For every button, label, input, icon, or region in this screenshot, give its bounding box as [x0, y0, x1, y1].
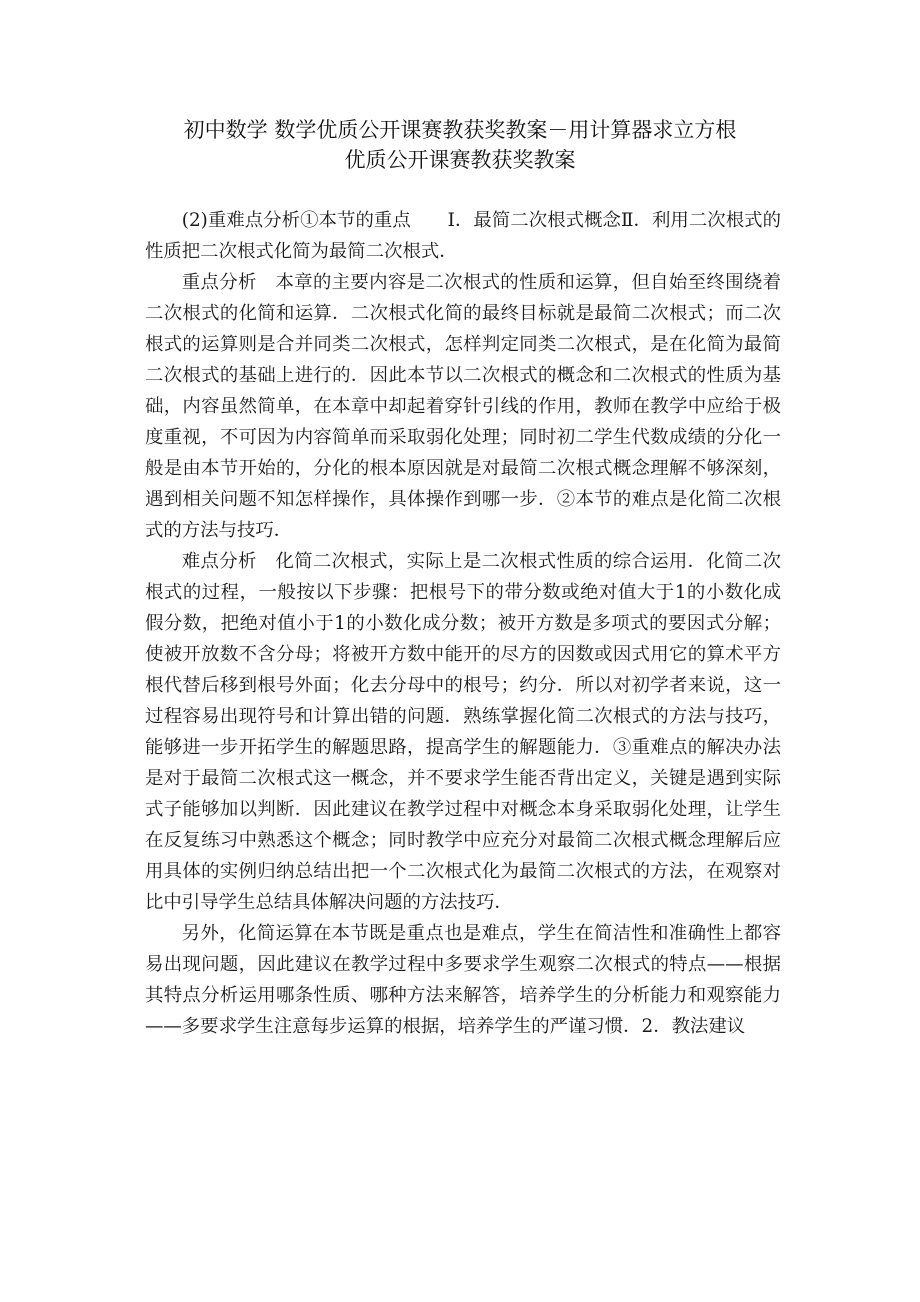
paragraph-key-points: (2)重难点分析①本节的重点 Ⅰ．最简二次根式概念Ⅱ．利用二次根式的性质把二次根式化简为最简二次根式． — [145, 210, 781, 262]
document-title-line-1: 初中数学 数学优质公开课赛教获奖教案－用计算器求立方根 — [183, 118, 737, 142]
document-title-line-2: 优质公开课赛教获奖教案 — [344, 148, 576, 172]
paragraph-key-analysis: 重点分析 本章的主要内容是二次根式的性质和运算，但自始至终围绕着二次根式的化简和运算．二次根式化简的最终目标就是最简二次根式；而二次根式的运算则是合并同类二次根式，怎样判定同类二次根式，是在化简为最简二次根式的基础上进行的．因此本节以二次根式的概念和二次根式的性质为基础，内容虽然简单，在本章中却起着穿针引线的作用，教师在教学中应给于极度重视，不可因为内容简单而采取弱化处理；同时初二学生代数成绩的分化一般是由本节开始的，分化的根本原因就是对最简二次根式概念理解不够深刻，遇到相关问题不知怎样操作，具体操作到哪一步．②本节的难点是化简二次根式的方法与技巧． — [145, 272, 781, 541]
document-body — [145, 205, 781, 1042]
paragraph-additional-notes: 另外，化简运算在本节既是重点也是难点，学生在简洁性和准确性上都容易出现问题，因此建议在教学过程中多要求学生观察二次根式的特点——根据其特点分析运用哪条性质、哪种方法来解答，培养学生的分析能力和观察能力——多要求学生注意每步运算的根据，培养学生的严谨习惯．2．教法建议 — [145, 923, 781, 1037]
paragraph-difficulty-analysis: 难点分析 化简二次根式，实际上是二次根式性质的综合运用．化简二次根式的过程，一般按以下步骤：把根号下的带分数或绝对值大于1的小数化成假分数，把绝对值小于1的小数化成分数；被开方数是多项式的要因式分解；使被开放数不含分母；将被开方数中能开的尽方的因数或因式用它的算术平方根代替后移到根号外面；化去分母中的根号；约分．所以对初学者来说，这一过程容易出现符号和计算出错的问题．熟练掌握化简二次根式的方法与技巧，能够进一步开拓学生的解题思路，提高学生的解题能力．③重难点的解决办法是对于最简二次根式这一概念，并不要求学生能否背出定义，关键是遇到实际式子能够加以判断．因此建议在教学过程中对概念本身采取弱化处理，让学生在反复练习中熟悉这个概念；同时教学中应充分对最简二次根式概念理解后应用具体的实例归纳总结出把一个二次根式化为最简二次根式的方法，在观察对比中引导学生总结具体解决问题的方法技巧． — [145, 551, 781, 913]
